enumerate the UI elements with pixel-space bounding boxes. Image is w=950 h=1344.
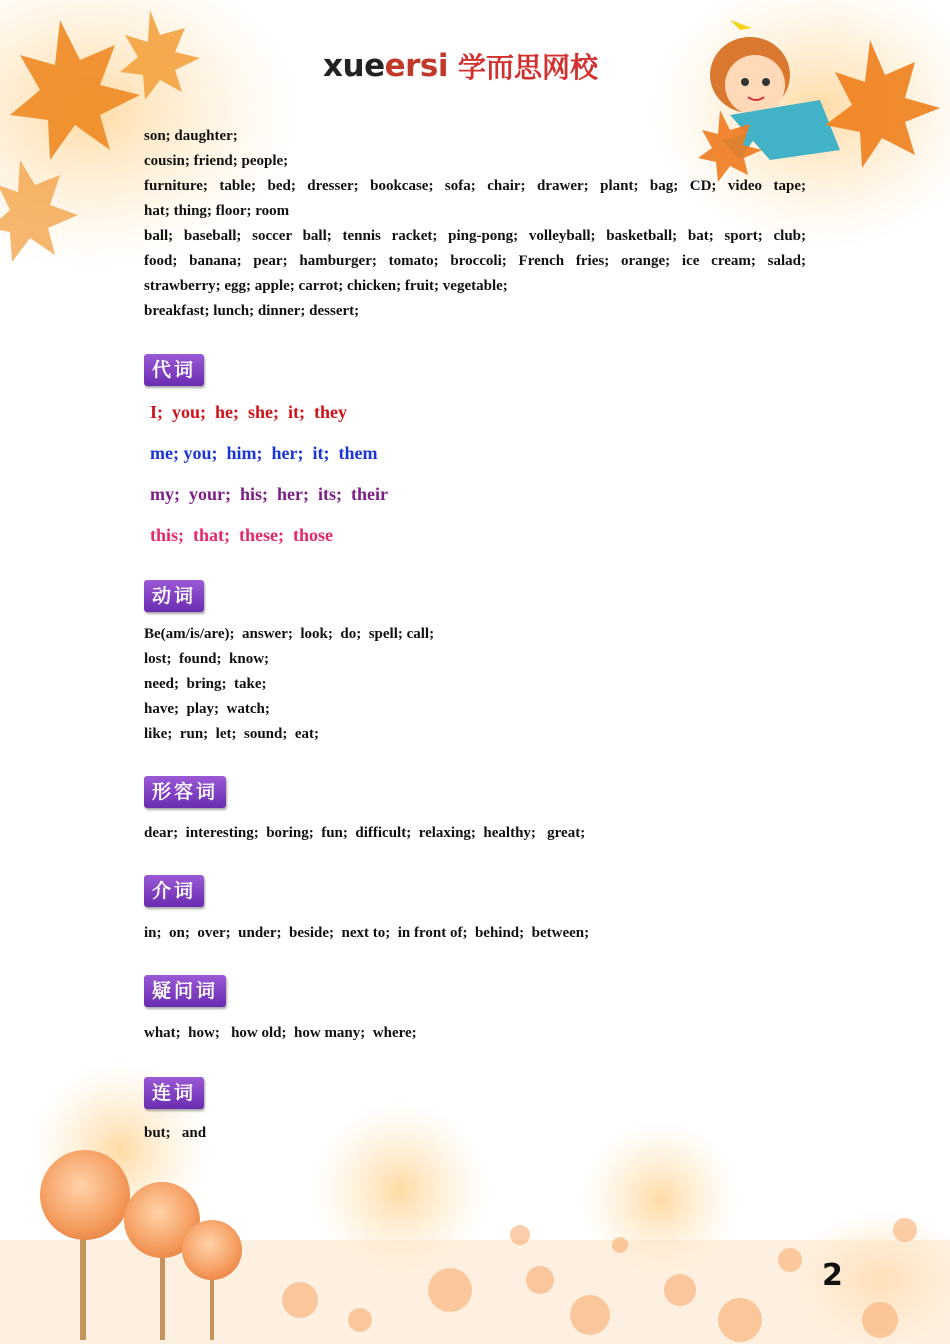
adjectives-heading: 形容词 — [144, 776, 226, 808]
question-words-heading: 疑问词 — [144, 975, 226, 1007]
verb-line: like; run; let; sound; eat; — [144, 726, 319, 742]
verb-line: have; play; watch; — [144, 701, 270, 717]
pronouns-heading: 代词 — [144, 354, 204, 386]
verb-line: lost; found; know; — [144, 651, 270, 667]
nouns-section — [144, 124, 806, 324]
object-pronouns: me; you; him; her; it; them — [150, 443, 378, 463]
verb-line: need; bring; take; — [144, 676, 267, 692]
noun-line: son; daughter; — [144, 128, 238, 144]
adjectives-section — [144, 776, 585, 846]
logo-chinese: 学而思网校 — [457, 51, 598, 84]
noun-line: cousin; friend; people; — [144, 153, 289, 169]
noun-line: strawberry; egg; apple; carrot; chicken; fruit; vegetable; — [144, 278, 508, 294]
question-words-section — [144, 975, 417, 1046]
conjunctions-heading: 连词 — [144, 1077, 204, 1109]
subject-pronouns: I; you; he; she; it; they — [150, 402, 347, 422]
logo-english: xueersi — [323, 48, 448, 84]
conjunctions-section — [144, 1077, 206, 1146]
verbs-section — [144, 580, 434, 747]
prepositions-section — [144, 875, 589, 946]
noun-line: hat; thing; floor; room — [144, 203, 290, 219]
pronouns-section — [144, 354, 388, 556]
page-number: 2 — [822, 1258, 843, 1293]
brand-logo — [323, 44, 598, 88]
preposition-line: in; on; over; under; beside; next to; in front of; behind; between; — [144, 925, 590, 941]
conjunction-line: but; and — [144, 1125, 207, 1141]
prepositions-heading: 介词 — [144, 875, 204, 907]
noun-line: ball; baseball; soccer ball; tennis racket; ping-pong; volleyball; basketball; bat; sport; club; — [144, 228, 806, 244]
verb-line: Be(am/is/are); answer; look; do; spell; call; — [144, 626, 435, 642]
verbs-heading: 动词 — [144, 580, 204, 612]
noun-line: furniture; table; bed; dresser; bookcase; sofa; chair; drawer; plant; bag; CD; video tape; — [144, 178, 806, 194]
possessive-pronouns: my; your; his; her; its; their — [150, 484, 388, 504]
noun-line: breakfast; lunch; dinner; dessert; — [144, 303, 360, 319]
adjective-line: dear; interesting; boring; fun; difficult; relaxing; healthy; great; — [144, 825, 586, 841]
question-word-line: what; how; how old; how many; where; — [144, 1025, 417, 1041]
demonstrative-pronouns: this; that; these; those — [150, 525, 333, 545]
noun-line: food; banana; pear; hamburger; tomato; broccoli; French fries; orange; ice cream; salad; — [144, 253, 806, 269]
